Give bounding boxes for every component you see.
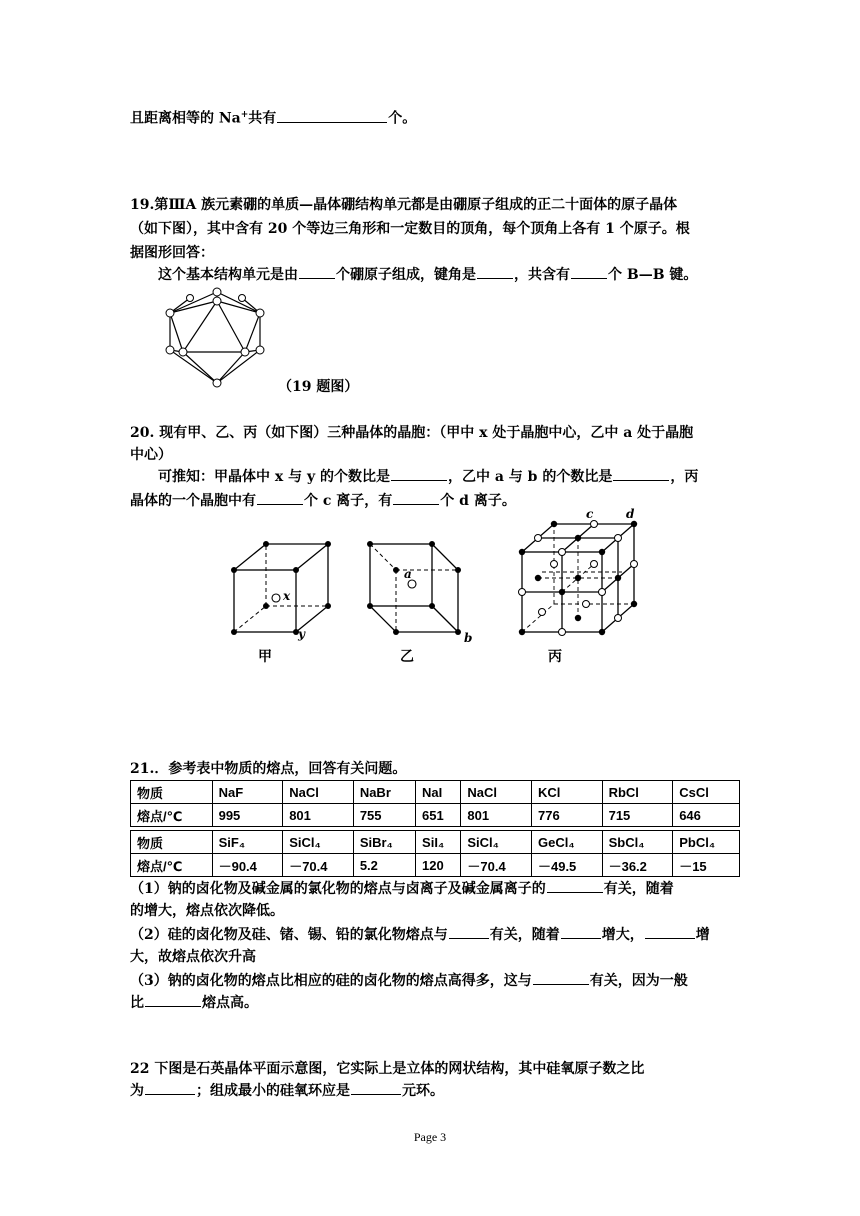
answer-blank[interactable] xyxy=(449,924,489,939)
answer-blank[interactable] xyxy=(145,992,201,1007)
answer-blank[interactable] xyxy=(561,924,601,939)
label-y: y xyxy=(298,627,305,641)
table-cell: 776 xyxy=(531,804,602,827)
q21-part2-b: 大，故熔点依次升高 xyxy=(130,949,256,965)
label-b: b xyxy=(464,631,473,645)
answer-blank[interactable] xyxy=(299,264,335,279)
table-cell: SiBr₄ xyxy=(353,831,415,854)
table-cell: CsCl xyxy=(673,781,740,804)
label-c: c xyxy=(586,507,594,521)
q19-line3: 据图形回答： xyxy=(130,245,214,261)
melting-point-table xyxy=(130,780,740,877)
table-row xyxy=(131,804,740,827)
q22-line2: 为 ；组成最小的硅氧环应是 元环。 xyxy=(130,1080,740,1102)
table-cell: 755 xyxy=(353,804,415,827)
table-cell: SiCl₄ xyxy=(461,831,532,854)
table-cell: NaCl xyxy=(283,781,354,804)
crystal-cell-yi xyxy=(366,540,476,645)
table-cell: 995 xyxy=(212,804,283,827)
q21-part3-b: 比 熔点高。 xyxy=(130,992,740,1014)
label-x: x xyxy=(283,589,291,603)
crystal-cell-bing xyxy=(514,507,644,642)
table-cell: 5.2 xyxy=(353,854,415,877)
q21-part3-a: （3）钠的卤化物的熔点比相应的硅的卤化物的熔点高得多，这与 有关，因为一般 xyxy=(130,970,740,992)
table-cell: SiCl₄ xyxy=(283,831,354,854)
answer-blank[interactable] xyxy=(645,924,695,939)
table-cell: 物质 xyxy=(131,831,213,854)
table-cell: KCl xyxy=(531,781,602,804)
table-cell: －36.2 xyxy=(602,854,673,877)
table-cell: －70.4 xyxy=(283,854,354,877)
q20-line3: 可推知：甲晶体中 x 与 y 的个数比是 ，乙中 a 与 b 的个数比是 ，丙 xyxy=(158,466,768,488)
answer-blank[interactable] xyxy=(277,108,387,123)
answer-blank[interactable] xyxy=(547,878,603,893)
q19-line2: （如下图），其中含有 20 个等边三角形和一定数目的顶角，每个顶角上各有 1 个原子。根 xyxy=(130,221,690,237)
q22-line1: 22 下图是石英晶体平面示意图，它实际上是立体的网状结构，其中硅氧原子数之比 xyxy=(130,1061,645,1077)
table-cell: 120 xyxy=(416,854,461,877)
table-cell: －15 xyxy=(673,854,740,877)
table-cell: －49.5 xyxy=(531,854,602,877)
answer-blank[interactable] xyxy=(477,264,513,279)
table-cell: GeCl₄ xyxy=(531,831,602,854)
table-cell: NaF xyxy=(212,781,283,804)
icosahedron-figure xyxy=(160,288,270,388)
table-cell: 801 xyxy=(283,804,354,827)
answer-blank[interactable] xyxy=(393,490,439,505)
figure-caption: （19 题图） xyxy=(278,379,359,395)
answer-blank[interactable] xyxy=(351,1080,401,1095)
q19-line1: 19.第ⅢA 族元素硼的单质—晶体硼结构单元都是由硼原子组成的正二十面体的原子晶体 xyxy=(130,197,678,213)
table-cell: SiF₄ xyxy=(212,831,283,854)
table-cell: NaBr xyxy=(353,781,415,804)
table-cell: RbCl xyxy=(602,781,673,804)
q21-part2-a: （2）硅的卤化物及硅、锗、锡、铅的氯化物熔点与 有关，随着 增大， 增 xyxy=(130,924,740,946)
q21-part1-a: （1）钠的卤化物及碱金属的氯化物的熔点与卤离子及碱金属离子的 有关，随着 xyxy=(130,878,740,900)
table-row xyxy=(131,831,740,854)
label-d: d xyxy=(626,507,635,521)
table-cell: NaCl xyxy=(461,781,532,804)
answer-blank[interactable] xyxy=(391,466,447,481)
q20-line1: 20. 现有甲、乙、丙（如下图）三种晶体的晶胞：（甲中 x 处于晶胞中心，乙中 a 处于晶胞 xyxy=(130,425,694,441)
answer-blank[interactable] xyxy=(257,490,303,505)
table-cell: 651 xyxy=(416,804,461,827)
page-number: Page 3 xyxy=(413,1130,447,1144)
table-row xyxy=(131,854,740,877)
q21-title: 21.．参考表中物质的熔点，回答有关问题。 xyxy=(130,761,407,777)
crystal-cell-jia xyxy=(230,540,340,640)
table-cell: PbCl₄ xyxy=(673,831,740,854)
table-cell: 801 xyxy=(461,804,532,827)
answer-blank[interactable] xyxy=(571,264,607,279)
table-row xyxy=(131,781,740,804)
q18-tail: 且距离相等的 Na+共有 个。 xyxy=(130,104,740,130)
q20-line4: 晶体的一个晶胞中有 个 c 离子，有 个 d 离子。 xyxy=(130,490,740,512)
table-cell: NaI xyxy=(416,781,461,804)
table-cell: －70.4 xyxy=(461,854,532,877)
q20-line2: 中心） xyxy=(130,447,172,463)
q19-question: 这个基本结构单元是由 个硼原子组成，键角是 ，共含有 个 B—B 键。 xyxy=(158,264,768,286)
table-cell: 646 xyxy=(673,804,740,827)
q21-part1-b: 的增大，熔点依次降低。 xyxy=(130,903,284,919)
table-cell: 物质 xyxy=(131,781,213,804)
table-cell: SbCl₄ xyxy=(602,831,673,854)
caption-bing: 丙 xyxy=(548,649,562,665)
table-cell: SiI₄ xyxy=(416,831,461,854)
label-a: a xyxy=(404,567,412,581)
table-cell: 熔点/℃ xyxy=(131,854,213,877)
table-cell: 熔点/℃ xyxy=(131,804,213,827)
table-cell: 715 xyxy=(602,804,673,827)
table-cell: －90.4 xyxy=(212,854,283,877)
caption-yi: 乙 xyxy=(400,649,414,665)
caption-jia: 甲 xyxy=(258,649,272,665)
answer-blank[interactable] xyxy=(533,970,589,985)
answer-blank[interactable] xyxy=(145,1080,195,1095)
answer-blank[interactable] xyxy=(613,466,669,481)
